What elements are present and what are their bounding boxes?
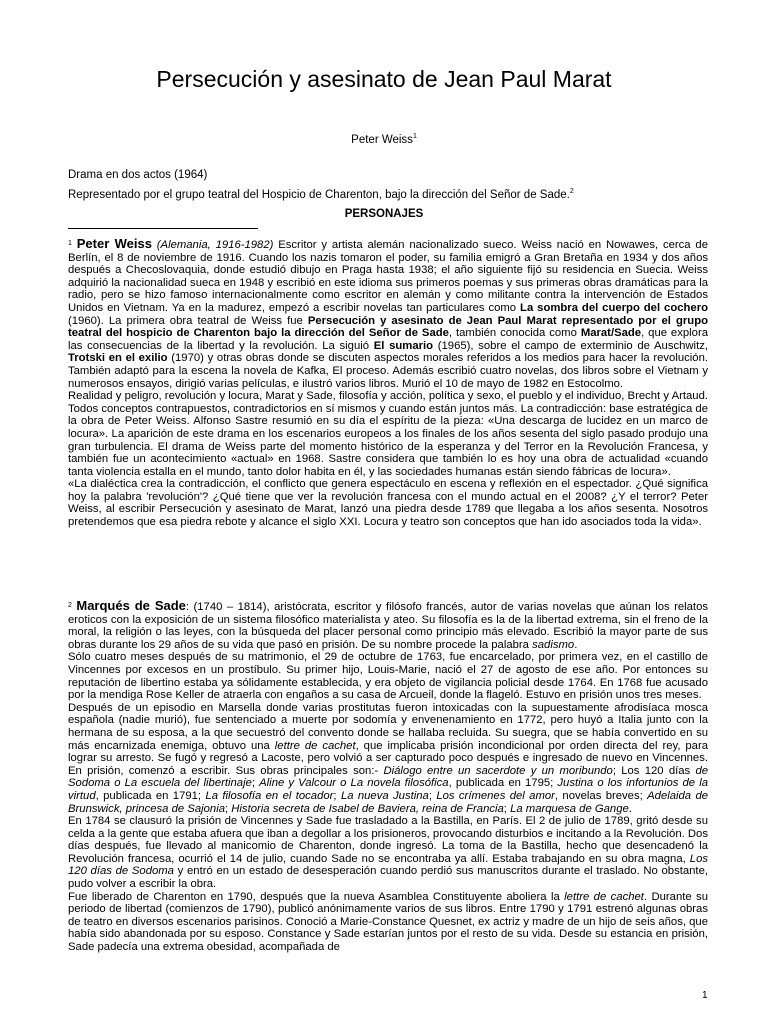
work-title: Trotski en el exilio bbox=[68, 352, 168, 365]
footnote-text: Fue liberado de Charenton en 1790, después que la nueva Asamblea Constituyente aboliera la bbox=[68, 890, 565, 903]
footnote-1-para-3: «La dialéctica crea la contradicción, el conflicto que genera espectáculo en escena y reflexión en el espectador. ¿Qué significa hoy la palabra 'revolución'? ¿Qué tiene que ver la revolución francesa con el mundo actual en el 2008? ¿Y el terror? Peter Weiss, al escribir Persecución y asesinato de Marat, lanzó una piedra desde 1789 que llegaba a los años sesenta. Nosotros pretendemos que esa piedra rebote y alcance el siglo XXI. Locura y teatro son conceptos que han ido asociados toda la vida». bbox=[68, 478, 708, 529]
work-title: Los 120 días de Sodoma bbox=[68, 852, 708, 878]
work-title: La filosofía en el tocador bbox=[205, 789, 334, 802]
author-line bbox=[0, 134, 768, 146]
footnote-text: , que implicaba prisión incondicional por orden directa del rey, para lograr su arresto. Se fugó y regresó a Lacoste, pero volvió a ser capturado poco después e ingresado de nuevo en Vincennes. En prisión, comenzó a escribir. Sus obras principales son:- bbox=[68, 739, 708, 777]
work-title: La nueva Justina bbox=[340, 789, 429, 802]
work-title: Adelaida de Brunswick, princesa de Sajonia bbox=[68, 789, 709, 815]
work-title: Marat/Sade bbox=[580, 327, 642, 340]
work-title: Historia secreta de Isabel de Baviera, reina de Francia bbox=[231, 802, 504, 815]
footnote-text: ; Los 120 días bbox=[612, 764, 696, 777]
footnote-text: . bbox=[574, 638, 578, 651]
represented-line bbox=[68, 188, 708, 202]
author-name: Peter Weiss bbox=[351, 134, 413, 146]
footnote-text: , novelas breves; bbox=[554, 789, 648, 802]
work-title: Aline y Valcour o La novela filosófica bbox=[259, 777, 449, 790]
footnote-text: (1970) y otras obras donde se discuten aspectos morales referidos a los medios para hacer la revolución. También adaptó para la escena la novela de Kafka, El proceso. Además escribió cuatro novelas, dos libros sobre el Vietnam y numerosos ensayos, dirigió varias películas, e ilustró varios libros. Murió el 10 de mayo de 1982 en Estocolmo. bbox=[68, 352, 708, 390]
work-title: Los crímenes del amor bbox=[436, 789, 555, 802]
footnote-2-para-1 bbox=[68, 600, 708, 651]
footnote-text: Después de un episodio en Marsella donde varias prostitutas fueron intoxicadas con la supuestamente afrodisíaca mosca española (nadie murió), fue sentenciado a muerte por sodomía y envenenamiento en 1772, pero huyó a Italia junto con la hermana de su esposa, a la que secuestró del convento donde se hallaba recluida. Su suegra, que se había convertido en su más encarnizada enemiga, obtuvo una bbox=[68, 701, 708, 752]
work-title: de Sodoma o La escuela del libertinaje bbox=[68, 764, 709, 790]
footnote-text: (1960). La primera obra teatral de Weiss fue bbox=[68, 314, 308, 327]
footnote-1 bbox=[68, 238, 708, 529]
footnote-text: ; bbox=[503, 802, 511, 815]
footnote-text: . Durante su periodo de libertad (comienzos de 1790), publicó anónimamente varios de sus libros. Entre 1790 y 1791 estrenó algunas obras de teatro en diversos escenarios parisinos. Conoció a Marie-Constance Quesnet, ex actriz y madre de un hijo de seis años, que había sido abandonada por su esposo. Constance y Sade estarían juntos por el resto de su vida. Desde su estancia en prisión, Sade padecía una extrema obesidad, acompañada de bbox=[68, 890, 708, 954]
page-number: 1 bbox=[702, 990, 708, 1001]
footnote-text: ; bbox=[428, 789, 437, 802]
footnote-2-para-5 bbox=[68, 891, 708, 954]
footnote-text: ; bbox=[333, 789, 341, 802]
footnote-text: , publicada en 1791; bbox=[95, 789, 206, 802]
footnote-text: En 1784 se clausuró la prisión de Vincennes y Sade fue trasladado a la Bastilla, en París. El 2 de julio de 1789, gritó desde su celda a la gente que estaba afuera que iban a degollar a los prisioneros, provocando disturbios e incitando a la Revolución. Dos días después, fue llevado al manicomio de Charenton, donde ingresó. La toma de la Bastilla, hecho que desencadenó la Revolución francesa, ocurrió el 14 de julio, cuando Sade no se encontraba ya allí. Estaba trabajando en su obra magna, bbox=[68, 815, 708, 865]
footnote-person-name: Peter Weiss bbox=[76, 236, 152, 251]
footnote-text: . bbox=[628, 802, 632, 815]
italic-term: sadismo bbox=[532, 638, 575, 651]
work-title: La marquesa de Gange bbox=[510, 802, 629, 815]
work-title: El sumario bbox=[373, 339, 434, 352]
footnote-number: 1 bbox=[68, 240, 72, 247]
footnote-origin: (Alemania, 1916-1982) bbox=[156, 239, 274, 251]
footnote-text: , también conocida como bbox=[448, 327, 581, 340]
footnote-2-para-4 bbox=[68, 815, 708, 891]
footnote-1-para-1 bbox=[68, 238, 708, 390]
work-title: Justina o los infortunios de la virtud bbox=[68, 777, 708, 802]
footnote-text: ; bbox=[224, 802, 232, 815]
footnote-ref-2[interactable]: 2 bbox=[569, 188, 574, 196]
footnote-2 bbox=[68, 600, 708, 954]
italic-term: lettre de cachet bbox=[274, 739, 356, 752]
footnote-2-para-3 bbox=[68, 702, 708, 815]
drama-line: Drama en dos actos (1964) bbox=[68, 169, 208, 181]
work-title: Persecución y asesinato de Jean Paul Marat representado por el grupo teatral del hospicio de Charenton bajo la dirección del Señor de Sade bbox=[68, 314, 708, 340]
footnote-person-name: Marqués de Sade bbox=[76, 598, 186, 613]
footnote-text: y entró en un estado de desesperación cuando perdió sus manuscritos durante el traslado. No obstante, pudo volver a escribir la obra. bbox=[68, 865, 708, 891]
footnote-2-para-2: Sólo cuatro meses después de su matrimonio, el 29 de octubre de 1763, fue encarcelado, por primera vez, en el castillo de Vincennes por excesos en un prostíbulo. Su primer hijo, Louis-Marie, nació el 27 de agosto de ese año. Por entonces su reputación de libertino estaba ya sólidamente establecida, y era objeto de vigilancia policial desde 1764. En 1768 fue acusado por la mendiga Rose Keller de atraerla con engaños a su casa de Arcueil, donde la flageló. Estuvo en prisión unos tres meses. bbox=[68, 651, 708, 702]
represented-text: Representado por el grupo teatral del Hospicio de Charenton, bajo la dirección del Señor de Sade. bbox=[68, 189, 570, 201]
footnote-text: , que explora las consecuencias de la libertad y la revolución. La siguió bbox=[68, 327, 708, 352]
footnote-text: (1965), sobre el campo de exterminio de Auschwitz, bbox=[433, 339, 708, 352]
italic-term: lettre de cachet bbox=[564, 890, 644, 903]
footnote-number: 2 bbox=[68, 602, 72, 609]
footnote-separator bbox=[68, 228, 258, 229]
section-heading: PERSONAJES bbox=[344, 208, 424, 220]
footnote-text: ; bbox=[251, 777, 260, 790]
page-title: Persecución y asesinato de Jean Paul Marat bbox=[156, 66, 612, 92]
footnote-text: : (1740 – 1814), aristócrata, escritor y filósofo francés, autor de varias novelas que aúnan los relatos eroticos con la exposición de un sistema filosófico materialista y ateo. Su filosofía es la de la libertad extrema, sin el freno de la moral, la religión o las leyes, con la búsqueda del placer personal como principio más elevado. Escribió la mayor parte de sus obras durante los 29 años de su vida que pasó en prisión. De su nombre procede la palabra bbox=[68, 601, 708, 651]
work-title: La sombra del cuerpo del cochero bbox=[520, 301, 708, 314]
footnote-text: , publicada en 1795; bbox=[448, 777, 558, 790]
work-title: Diálogo entre un sacerdote y un moribundo bbox=[383, 764, 613, 777]
footnote-1-para-2: Realidad y peligro, revolución y locura, Marat y Sade, filosofía y acción, política y sexo, el pueblo y el individuo, Brecht y Artaud. Todos conceptos contrapuestos, contradictorios en sí mismos y cuando están juntos más. La contradicción: base estratégica de la obra de Peter Weiss. Alfonso Sastre resumió en su día el espíritu de la pieza: «Una descarga de lucidez en un marco de locura». La aparición de este drama en los escenarios europeos a los finales de los años sesenta del siglo pasado produjo una gran turbulencia. El drama de Weiss parte del momento histórico de la esperanza y del Terror en la Revolución Francesa, y también fue un acontecimiento «actual» en 1968. Sastre considera que también lo es hoy una obra de actualidad «cuando tanta violencia estalla en el mundo, tanto dolor habita en él, y las sociedades humanas están siendo fábricas de locura». bbox=[68, 390, 708, 478]
footnote-ref-1[interactable]: 1 bbox=[412, 133, 417, 141]
footnote-text: Escritor y artista alemán nacionalizado sueco. Weiss nació en Nowawes, cerca de Berlín, el 8 de noviembre de 1916. Cuando los nazis tomaron el poder, su familia emigró a Gran Bretaña en 1934 y dos años después a Checoslovaquia, donde estudió dibujo en Praga hasta 1938; el año siguiente fijó su residencia en Suecia. Weiss adquirió la nacionalidad sueca en 1948 y escribió en este idioma sus primeros poemas y sus primeras obras dramáticas para la radio, pero se hizo famoso internacionalmente como escritor en alemán y como militante contra la intervención de Estados Unidos en Vietnam. Ya en la madurez, empezó a escribir novelas tan particulares como bbox=[68, 239, 708, 314]
